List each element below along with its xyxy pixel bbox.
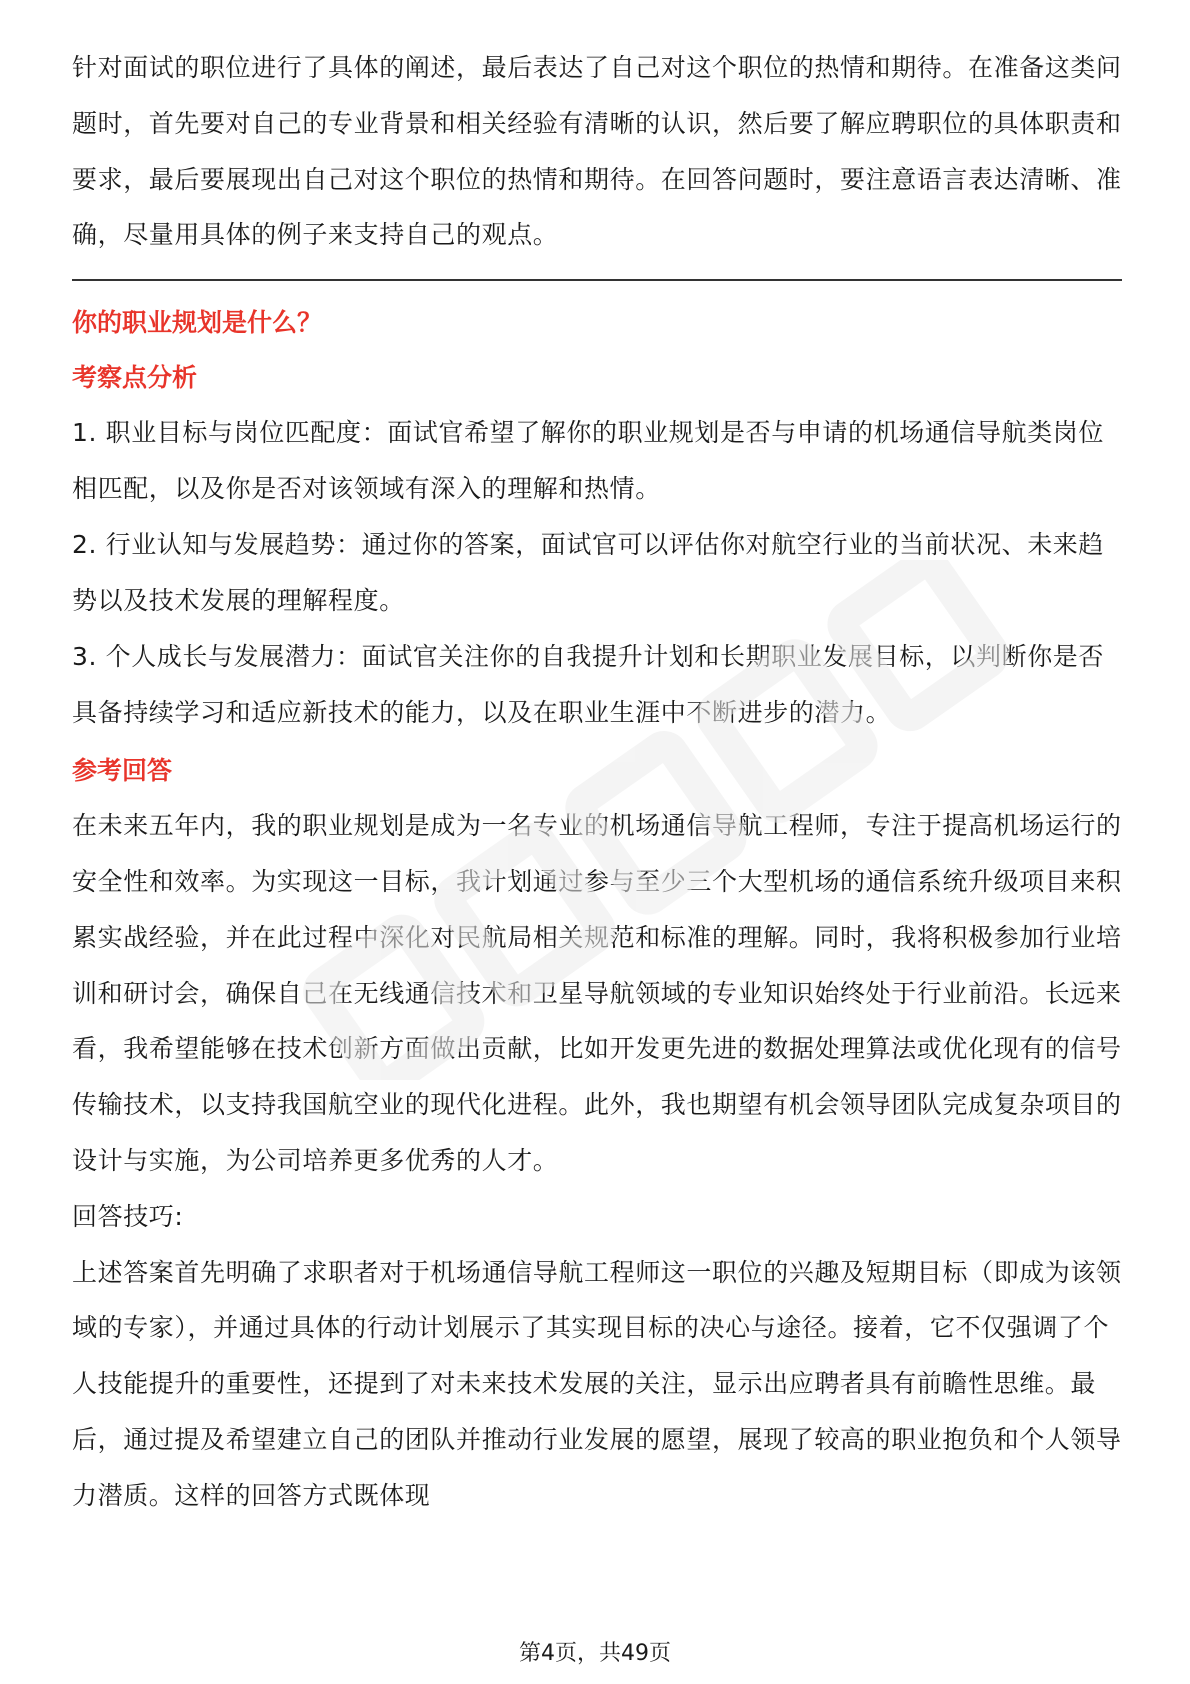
analysis-item-1: 1. 职业目标与岗位匹配度：面试官希望了解你的职业规划是否与申请的机场通信导航类岗位相匹配，以及你是否对该领域有深入的理解和热情。	[72, 418, 1105, 504]
tips-paragraph: 上述答案首先明确了求职者对于机场通信导航工程师这一职位的兴趣及短期目标（即成为该领域的专家），并通过具体的行动计划展示了其实现目标的决心与途径。接着，它不仅强调了个人技能提升的重要性，还提到了对未来技术发展的关注，显示出应聘者具有前瞻性思维。最后，通过提及希望建立自己的团队并推动行业发展的愿望，展现了较高的职业抱负和个人领导力潜质。这样的回答方式既体现	[72, 1257, 1122, 1510]
tips-label: 回答技巧:	[72, 1201, 184, 1231]
question-heading: 你的职业规划是什么？	[72, 308, 323, 338]
section-divider	[72, 279, 1122, 281]
analysis-item-2: 2. 行业认知与发展趋势：通过你的答案，面试官可以评估你对航空行业的当前状况、未来趋势以及技术发展的理解程度。	[72, 530, 1105, 616]
reference-answer: 在未来五年内，我的职业规划是成为一名专业的机场通信导航工程师，专注于提高机场运行的安全性和效率。为实现这一目标，我计划通过参与至少三个大型机场的通信系统升级项目来积累实战经验，并在此过程中深化对民航局相关规范和标准的理解。同时，我将积极参加行业培训和研讨会，确保自己在无线通信技术和卫星导航领域的专业知识始终处于行业前沿。长远来看，我希望能够在技术创新方面做出贡献，比如开发更先进的数据处理算法或优化现有的信号传输技术，以支持我国航空业的现代化进程。此外，我也期望有机会领导团队完成复杂项目的设计与实施，为公司培养更多优秀的人才。	[72, 811, 1122, 1175]
analysis-heading: 考察点分析	[72, 363, 198, 393]
intro-paragraph: 针对面试的职位进行了具体的阐述，最后表达了自己对这个职位的热情和期待。在准备这类问题时，首先要对自己的专业背景和相关经验有清晰的认识，然后要了解应聘职位的具体职责和要求，最后要展现出自己对这个职位的热情和期待。在回答问题时，要注意语言表达清晰、准确，尽量用具体的例子来支持自己的观点。	[72, 53, 1122, 250]
document-page	[72, 40, 1122, 1524]
analysis-item-3: 3. 个人成长与发展潜力：面试官关注你的自我提升计划和长期职业发展目标，以判断你是否具备持续学习和适应新技术的能力，以及在职业生涯中不断进步的潜力。	[72, 642, 1105, 728]
reference-heading: 参考回答	[72, 756, 173, 786]
page-footer: 第4页，共49页	[519, 1641, 671, 1666]
